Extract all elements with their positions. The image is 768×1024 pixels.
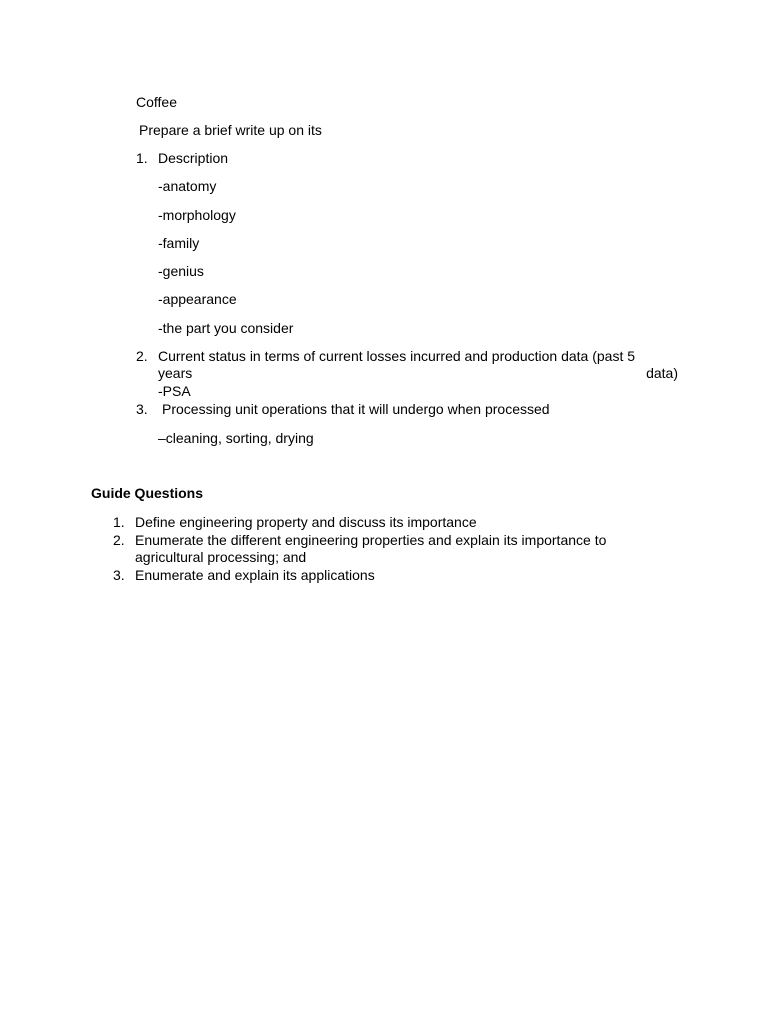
question-3-text: Enumerate and explain its applications bbox=[135, 567, 375, 583]
question-1-number: 1. bbox=[113, 514, 125, 530]
sub-item-part: -the part you consider bbox=[158, 320, 294, 336]
sub-item-morphology: -morphology bbox=[158, 207, 236, 223]
guide-questions-heading: Guide Questions bbox=[91, 485, 204, 501]
intro-text: Prepare a brief write up on its bbox=[139, 122, 322, 138]
question-2-text-line2: agricultural processing; and bbox=[135, 549, 307, 565]
question-3-number: 3. bbox=[113, 567, 125, 583]
item-2-line2-left: years bbox=[158, 365, 193, 381]
item-2-line2-right: data) bbox=[646, 365, 678, 381]
sub-item-family: -family bbox=[158, 235, 200, 251]
sub-item-psa: -PSA bbox=[158, 383, 191, 399]
item-1-text: Description bbox=[158, 150, 229, 166]
item-2-number: 2. bbox=[136, 348, 148, 364]
sub-item-operations: –cleaning, sorting, drying bbox=[158, 430, 314, 446]
item-2-text-line2 bbox=[158, 365, 678, 382]
document-title: Coffee bbox=[136, 94, 177, 110]
question-1-text: Define engineering property and discuss its importance bbox=[135, 514, 477, 530]
item-1-number: 1. bbox=[136, 150, 148, 166]
question-2-text-line1: Enumerate the different engineering properties and explain its importance to bbox=[135, 532, 607, 548]
sub-item-anatomy: -anatomy bbox=[158, 178, 217, 194]
sub-item-appearance: -appearance bbox=[158, 291, 237, 307]
item-3-number: 3. bbox=[136, 401, 148, 417]
sub-item-genius: -genius bbox=[158, 263, 204, 279]
item-3-text: Processing unit operations that it will undergo when processed bbox=[162, 401, 550, 417]
question-2-number: 2. bbox=[113, 532, 125, 548]
item-2-text-line1: Current status in terms of current losses incurred and production data (past 5 bbox=[158, 348, 636, 364]
